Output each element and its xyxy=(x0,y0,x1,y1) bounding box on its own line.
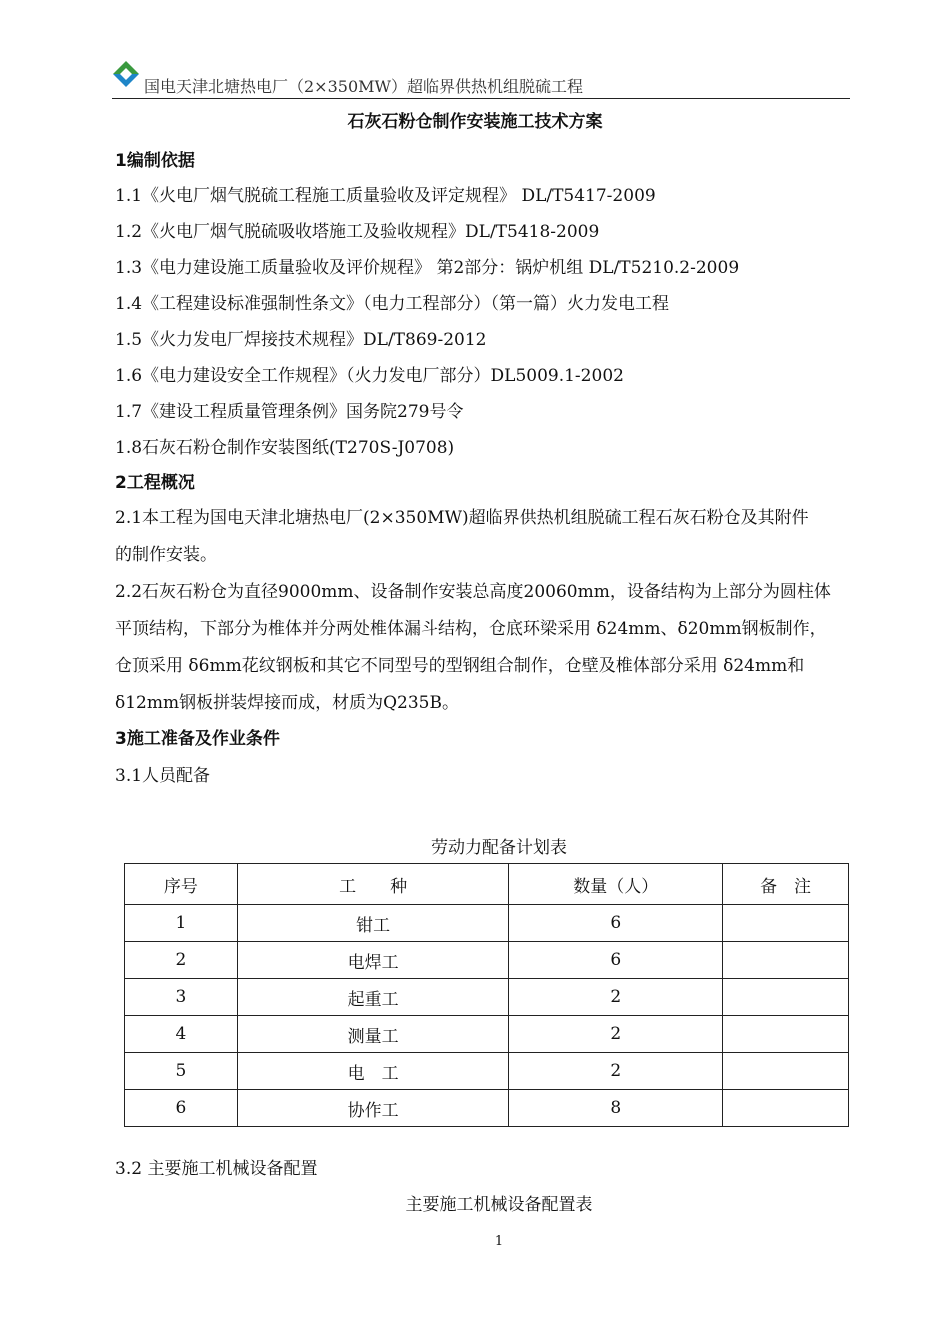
table-cell xyxy=(723,1090,849,1127)
overview-line: 2.1本工程为国电天津北塘热电厂(2×350MW)超临界供热机组脱硫工程石灰石粉仓及其附件 xyxy=(115,508,809,528)
company-logo-icon xyxy=(112,60,140,88)
table-row xyxy=(125,905,849,942)
table-cell: 钳工 xyxy=(237,905,509,942)
table-cell xyxy=(723,979,849,1016)
table-cell: 协作工 xyxy=(237,1090,509,1127)
section1-heading: 1编制依据 xyxy=(115,151,195,171)
section2-heading: 2工程概况 xyxy=(115,473,195,493)
section3-heading: 3施工准备及作业条件 xyxy=(115,729,280,749)
column-header: 序号 xyxy=(125,864,238,905)
subsection-3-2: 3.2 主要施工机械设备配置 xyxy=(115,1159,318,1179)
document-title: 石灰石粉仓制作安装施工技术方案 xyxy=(347,112,603,132)
table-cell: 起重工 xyxy=(237,979,509,1016)
table-cell: 2 xyxy=(125,942,238,979)
equipment-table-caption: 主要施工机械设备配置表 xyxy=(405,1195,593,1215)
table-cell xyxy=(723,905,849,942)
overview-line: 的制作安装。 xyxy=(115,545,217,565)
table-cell: 2 xyxy=(509,979,723,1016)
table-cell: 3 xyxy=(125,979,238,1016)
page-header xyxy=(112,60,850,99)
table-row xyxy=(125,942,849,979)
table-row xyxy=(125,1053,849,1090)
column-header: 工 种 xyxy=(237,864,509,905)
table-cell: 电 工 xyxy=(237,1053,509,1090)
header-text: 国电天津北塘热电厂（2×350MW）超临界供热机组脱硫工程 xyxy=(144,77,583,96)
reference-item: 1.3《电力建设施工质量验收及评价规程》 第2部分：锅炉机组 DL/T5210.2-2009 xyxy=(115,258,740,278)
labor-table-caption: 劳动力配备计划表 xyxy=(431,838,567,858)
table-cell: 1 xyxy=(125,905,238,942)
table-cell: 2 xyxy=(509,1016,723,1053)
table-cell: 2 xyxy=(509,1053,723,1090)
table-cell: 电焊工 xyxy=(237,942,509,979)
overview-line: 仓顶采用 δ6mm花纹钢板和其它不同型号的型钢组合制作，仓壁及椎体部分采用 δ24mm和 xyxy=(115,656,805,676)
overview-line: 平顶结构，下部分为椎体并分两处椎体漏斗结构，仓底环梁采用 δ24mm、δ20mm钢板制作， xyxy=(115,619,827,639)
reference-item: 1.2《火电厂烟气脱硫吸收塔施工及验收规程》DL/T5418-2009 xyxy=(115,222,600,242)
reference-item: 1.8石灰石粉仓制作安装图纸(T270S-J0708) xyxy=(115,438,455,458)
page-number: 1 xyxy=(494,1234,504,1249)
table-cell xyxy=(723,1053,849,1090)
table-header-row xyxy=(125,864,849,905)
table-cell: 4 xyxy=(125,1016,238,1053)
table-row xyxy=(125,979,849,1016)
reference-item: 1.4《工程建设标准强制性条文》（电力工程部分）（第一篇）火力发电工程 xyxy=(115,294,670,314)
overview-line: δ12mm钢板拼装焊接而成，材质为Q235B。 xyxy=(115,693,459,713)
reference-item: 1.5《火力发电厂焊接技术规程》DL/T869-2012 xyxy=(115,330,487,350)
table-row xyxy=(125,1090,849,1127)
table-cell: 5 xyxy=(125,1053,238,1090)
table-cell xyxy=(723,942,849,979)
table-cell: 测量工 xyxy=(237,1016,509,1053)
reference-item: 1.1《火电厂烟气脱硫工程施工质量验收及评定规程》 DL/T5417-2009 xyxy=(115,186,656,206)
reference-item: 1.6《电力建设安全工作规程》（火力发电厂部分）DL5009.1-2002 xyxy=(115,366,624,386)
subsection-3-1: 3.1人员配备 xyxy=(115,766,211,786)
table-row xyxy=(125,1016,849,1053)
table-cell xyxy=(723,1016,849,1053)
table-cell: 6 xyxy=(509,942,723,979)
column-header: 备 注 xyxy=(723,864,849,905)
table-cell: 8 xyxy=(509,1090,723,1127)
overview-line: 2.2石灰石粉仓为直径9000mm、设备制作安装总高度20060mm，设备结构为上部分为圆柱体 xyxy=(115,582,831,602)
table-cell: 6 xyxy=(509,905,723,942)
reference-item: 1.7《建设工程质量管理条例》国务院279号令 xyxy=(115,402,464,422)
labor-plan-table xyxy=(124,863,849,1127)
column-header: 数量（人） xyxy=(509,864,723,905)
table-cell: 6 xyxy=(125,1090,238,1127)
